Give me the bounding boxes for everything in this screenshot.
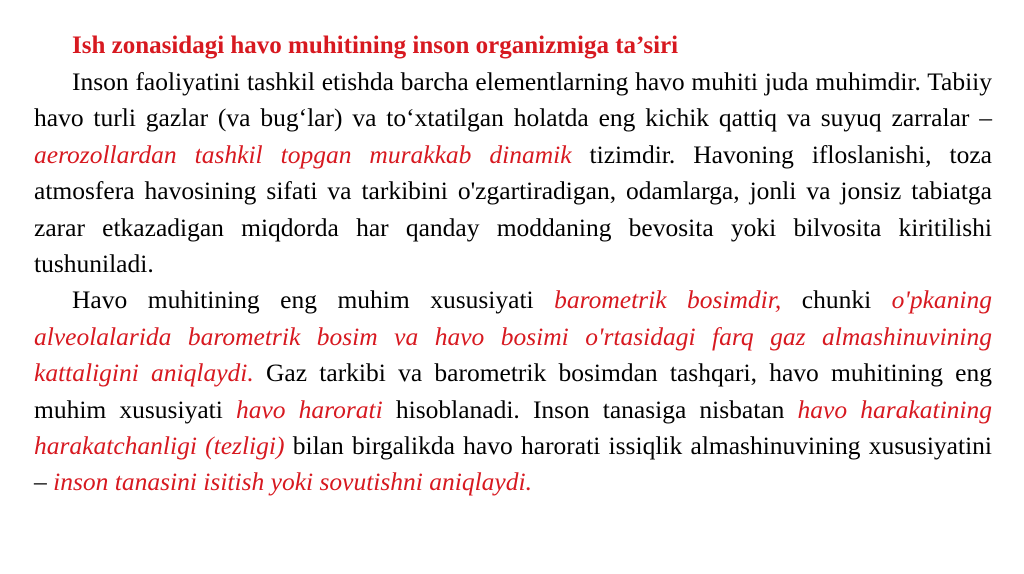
paragraph-1-text-2: tizimdir. Havoning ifloslanishi, toza atmosfera havosining sifati va tarkibini o'zgartiradigan, odamlarga, jonli va jonsiz tabiatga zarar etkazadigan miqdorda har qanday moddaning bevosita yoki bilvosita kiritilishi tushuniladi.	[34, 139, 992, 279]
paragraph-2-text-5: bilan birgalikda havo harorati issiqlik almashinuvining xususiyatini –	[34, 431, 992, 497]
paragraph-2-highlight-2: o'pkaning alveolalarida barometrik bosim va havo bosimi o'rtasidagi farq gaz almashinuvining kattaligini aniqlaydi.	[34, 285, 993, 388]
paragraph-2-text-3: Gaz tarkibi va barometrik bosimdan tashqari, havo muhitining eng muhim xususiyati	[34, 358, 992, 424]
paragraph-2-highlight-4: havo harakatining harakatchanligi (tezligi)	[34, 394, 992, 461]
paragraph-2-text-2: chunki	[781, 285, 892, 315]
paragraph-2-highlight-3: havo harorati	[235, 394, 383, 424]
paragraph-2-text-1: Havo muhitining eng muhim xususiyati	[72, 285, 555, 315]
paragraph-1-highlight-1: aerozollardan tashkil topgan murakkab dinamik	[34, 139, 572, 169]
document-title: Ish zonasidagi havo muhitining inson organizmiga ta’siri	[72, 32, 679, 59]
paragraph-2-text-4: hisoblanadi. Inson tanasiga nisbatan	[382, 394, 798, 424]
paragraph-1-text-1: Inson faoliyatini tashkil etishda barcha elementlarning havo muhiti juda muhimdir. Tabiiy havo turli gazlar (va bug‘lar) va to‘xtatilgan holatda eng kichik qattiq va suyuq zarralar –	[34, 67, 992, 133]
paragraph-1	[34, 64, 992, 282]
document-body	[34, 28, 992, 501]
paragraph-2	[34, 282, 992, 500]
paragraph-2-highlight-1: barometrik bosimdir,	[554, 285, 782, 315]
paragraph-2-highlight-5: inson tanasini isitish yoki sovutishni aniqlaydi.	[53, 467, 532, 497]
